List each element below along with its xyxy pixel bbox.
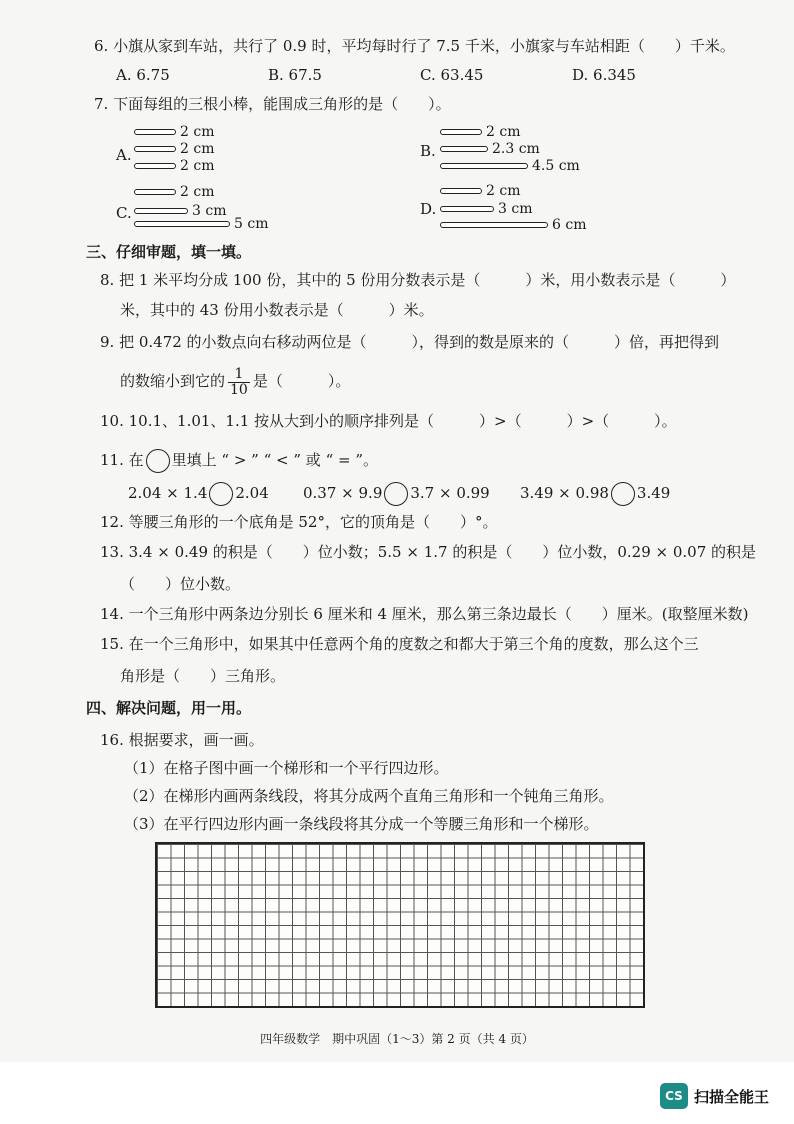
compare-right: 3.7 × 0.99: [410, 484, 490, 502]
question-13-line-1: 13. 3.4 × 0.49 的积是（ ）位小数；5.5 × 1.7 的积是（ ）位小数，0.29 × 0.07 的积是: [100, 543, 757, 561]
stick-length-label: 6 cm: [552, 217, 587, 233]
q7-b-stick-2: [440, 141, 540, 159]
q6-option-d: D. 6.345: [572, 66, 636, 84]
q9-text-a: 的数缩小到它的: [120, 372, 226, 390]
compare-left: 3.49 × 0.98: [520, 484, 609, 502]
stick-shape: [440, 146, 488, 152]
stick-length-label: 2 cm: [180, 124, 215, 140]
blank-circle[interactable]: [209, 482, 233, 506]
fraction-one-tenth: [228, 367, 250, 398]
compare-left: 2.04 × 1.4: [128, 484, 208, 502]
stick-shape: [440, 222, 548, 228]
question-15-line-2: 角形是（ ）三角形。: [120, 667, 286, 685]
question-10: 10. 10.1、1.01、1.1 按从大到小的顺序排列是（ ）>（ ）>（ ）。: [100, 412, 677, 430]
stick-shape: [440, 163, 528, 169]
blank-circle[interactable]: [611, 482, 635, 506]
stick-shape: [440, 129, 482, 135]
blank-circle[interactable]: [384, 482, 408, 506]
q7-d-stick-3: [440, 217, 586, 235]
question-9-line-1: 9. 把 0.472 的小数点向右移动两位是（ ），得到的数是原来的（ ）倍，再把得到: [100, 333, 720, 351]
stick-shape: [440, 206, 494, 212]
q11-text-a: 11. 在: [100, 451, 144, 469]
stick-length-label: 2 cm: [486, 124, 521, 140]
section-3-heading: 三、仔细审题，填一填。: [86, 243, 252, 261]
stick-length-label: 2 cm: [486, 183, 521, 199]
stick-shape: [134, 146, 176, 152]
q16-step-3: （3）在平行四边形内画一条线段将其分成一个等腰三角形和一个梯形。: [124, 815, 599, 833]
q11-text-b: 里填上 “ > ” “ < ” 或 “ = ”。: [171, 451, 379, 469]
q16-step-1: （1）在格子图中画一个梯形和一个平行四边形。: [124, 759, 449, 777]
q6-option-c: C. 63.45: [420, 66, 484, 84]
q7-d-stick-1: [440, 183, 520, 201]
question-7: 7. 下面每组的三根小棒，能围成三角形的是（ ）。: [94, 95, 451, 113]
question-9-line-2: [120, 364, 350, 398]
q7-option-a-letter: A.: [116, 146, 132, 164]
q6-option-a: A. 6.75: [116, 66, 170, 84]
stick-length-label: 3 cm: [498, 201, 533, 217]
question-13-line-2: （ ）位小数。: [120, 575, 241, 593]
blank-circle[interactable]: [146, 449, 170, 473]
stick-length-label: 2.3 cm: [492, 141, 540, 157]
stick-length-label: 5 cm: [234, 216, 269, 232]
section-4-heading: 四、解决问题，用一用。: [86, 699, 252, 717]
q7-c-stick-1: [134, 184, 214, 202]
q11-compare-1: [128, 480, 269, 506]
q7-a-stick-2: [134, 141, 214, 159]
stick-length-label: 4.5 cm: [532, 158, 580, 174]
question-16-title: 16. 根据要求，画一画。: [100, 731, 264, 749]
q7-a-stick-3: [134, 158, 214, 176]
q7-option-c-letter: C.: [116, 204, 132, 222]
question-12: 12. 等腰三角形的一个底角是 52°，它的顶角是（ ）°。: [100, 513, 498, 531]
q16-step-2: （2）在梯形内画两条线段，将其分成两个直角三角形和一个钝角三角形。: [124, 787, 614, 805]
q7-option-d-letter: D.: [420, 200, 437, 218]
question-11-instruction: [100, 447, 378, 473]
stick-shape: [134, 163, 176, 169]
q7-a-stick-1: [134, 124, 214, 142]
question-8-line-1: 8. 把 1 米平均分成 100 份，其中的 5 份用分数表示是（ ）米，用小数表示是（ ）: [100, 271, 736, 289]
q9-text-b: 是（ ）。: [252, 372, 351, 390]
stick-length-label: 3 cm: [192, 203, 227, 219]
question-15-line-1: 15. 在一个三角形中，如果其中任意两个角的度数之和都大于第三个角的度数，那么这个三: [100, 635, 699, 653]
q7-b-stick-3: [440, 158, 580, 176]
stick-shape: [134, 221, 230, 227]
stick-shape: [134, 208, 188, 214]
stick-length-label: 2 cm: [180, 141, 215, 157]
camscanner-logo-icon: CS: [660, 1083, 688, 1109]
compare-right: 2.04: [235, 484, 269, 502]
q7-c-stick-3: [134, 216, 268, 234]
q11-compare-2: [303, 480, 490, 506]
page-footer: 四年级数学 期中巩固（1～3）第 2 页（共 4 页）: [260, 1032, 534, 1046]
stick-shape: [440, 188, 482, 194]
q7-b-stick-1: [440, 124, 520, 142]
q11-compare-3: [520, 480, 670, 506]
compare-left: 0.37 × 9.9: [303, 484, 383, 502]
question-8-line-2: 米，其中的 43 份用小数表示是（ ）米。: [120, 301, 434, 319]
stick-length-label: 2 cm: [180, 158, 215, 174]
stick-shape: [134, 189, 176, 195]
drawing-grid[interactable]: [155, 842, 645, 1008]
camscanner-watermark: [660, 1082, 769, 1110]
question-14: 14. 一个三角形中两条边分别长 6 厘米和 4 厘米，那么第三条边最长（ ）厘米。(取整厘米数): [100, 605, 749, 623]
fraction-numerator: 1: [228, 367, 250, 383]
q6-option-b: B. 67.5: [268, 66, 322, 84]
camscanner-label: 扫描全能王: [694, 1087, 770, 1106]
stick-length-label: 2 cm: [180, 184, 215, 200]
q7-option-b-letter: B.: [420, 142, 436, 160]
stick-shape: [134, 129, 176, 135]
fraction-denominator: 10: [230, 381, 248, 398]
compare-right: 3.49: [636, 484, 671, 502]
question-6: 6. 小旗从家到车站，共行了 0.9 时，平均每时行了 7.5 千米，小旗家与车站相距（ ）千米。: [94, 37, 735, 55]
